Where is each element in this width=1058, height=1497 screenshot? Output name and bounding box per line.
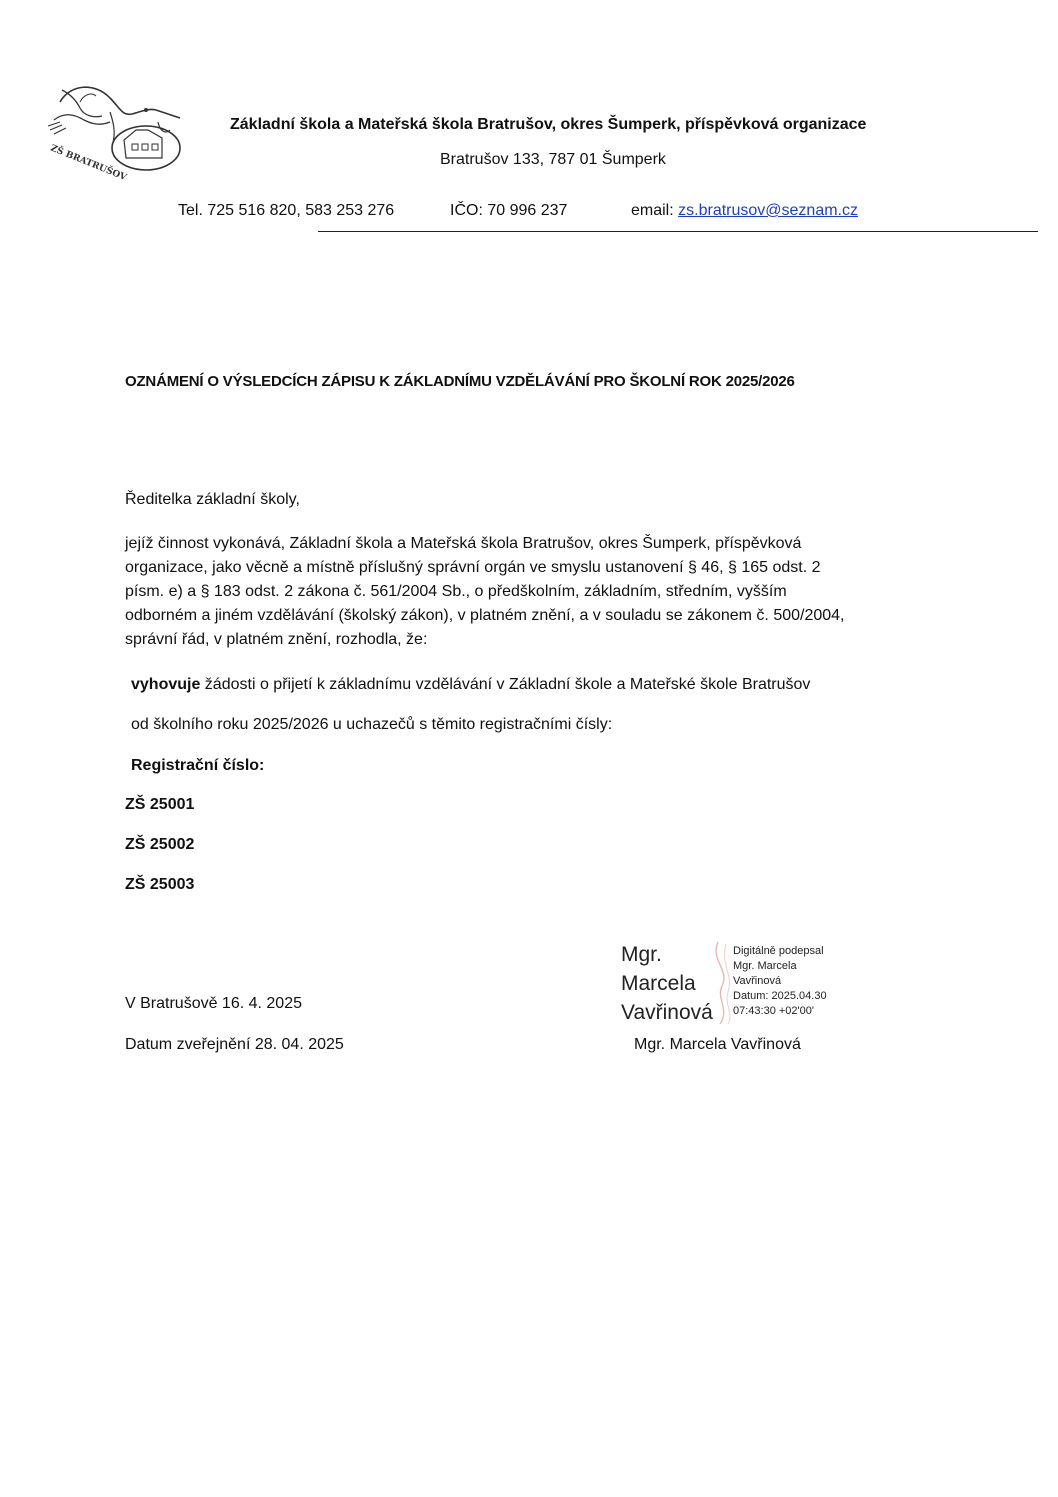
signature-detail-line: Mgr. Marcela	[733, 960, 797, 972]
signature-detail-line: Vavřinová	[733, 975, 782, 987]
registration-number: ZŠ 25003	[125, 876, 195, 893]
decision-text: žádosti o přijetí k základnímu vzdělávání v Základní škole a Mateřské škole Bratrušov	[200, 676, 811, 693]
signature-detail-line: Datum: 2025.04.30	[733, 990, 827, 1002]
signature-detail-line: Digitálně podepsal	[733, 945, 824, 957]
email-link[interactable]: zs.bratrusov@seznam.cz	[678, 202, 858, 219]
document-title: OZNÁMENÍ O VÝSLEDCÍCH ZÁPISU K ZÁKLADNÍMU VZDĚLÁVÁNÍ PRO ŠKOLNÍ ROK 2025/2026	[125, 373, 795, 390]
email-label: email:	[631, 202, 674, 219]
decision-paragraph	[125, 532, 845, 652]
registration-number: ZŠ 25001	[125, 796, 195, 813]
school-logo	[40, 72, 190, 190]
signer-name: Mgr. Marcela Vavřinová	[634, 1036, 801, 1053]
header-divider	[318, 231, 1038, 232]
decision-line-2: od školního roku 2025/2026 u uchazečů s těmito registračními čísly:	[131, 716, 613, 733]
paragraph-line: odborném a jiném vzdělávání (školský zákon), v platném znění, a v souladu se zákonem č. 500/2004,	[125, 607, 845, 624]
ico-number: IČO: 70 996 237	[450, 202, 568, 219]
salutation: Ředitelka základní školy,	[125, 491, 300, 508]
logo-text: ZŠ BRATRUŠOV	[48, 143, 128, 184]
decision-verb: vyhovuje	[131, 676, 201, 693]
decision-line	[131, 676, 810, 694]
signature-name-line: Marcela	[621, 972, 696, 995]
school-address: Bratrušov 133, 787 01 Šumperk	[440, 151, 666, 168]
phone-numbers: Tel. 725 516 820, 583 253 276	[178, 202, 395, 219]
registration-number: ZŠ 25002	[125, 836, 195, 853]
publish-date: Datum zveřejnění 28. 04. 2025	[125, 1036, 344, 1053]
signature-name-line: Mgr.	[621, 943, 662, 966]
school-name: Základní škola a Mateřská škola Bratrušov, okres Šumperk, příspěvková organizace	[230, 116, 867, 133]
paragraph-line: jejíž činnost vykonává, Základní škola a Mateřská škola Bratrušov, okres Šumperk, příspěvková	[125, 535, 802, 552]
paragraph-line: písm. e) a § 183 odst. 2 zákona č. 561/2004 Sb., o předškolním, základním, středním, vyšším	[125, 583, 787, 600]
signature-details	[733, 944, 827, 1019]
paragraph-line: správní řád, v platném znění, rozhodla, že:	[125, 631, 428, 648]
registration-heading: Registrační číslo:	[131, 757, 265, 774]
signature-detail-line: 07:43:30 +02'00'	[733, 1005, 814, 1017]
email-block	[631, 202, 858, 220]
paragraph-line: organizace, jako věcně a místně příslušný správní orgán ve smyslu ustanovení § 46, § 165 odst. 2	[125, 559, 821, 576]
signature-name	[621, 940, 713, 1027]
place-date: V Bratrušově 16. 4. 2025	[125, 995, 302, 1012]
signature-name-line: Vavřinová	[621, 1001, 713, 1024]
